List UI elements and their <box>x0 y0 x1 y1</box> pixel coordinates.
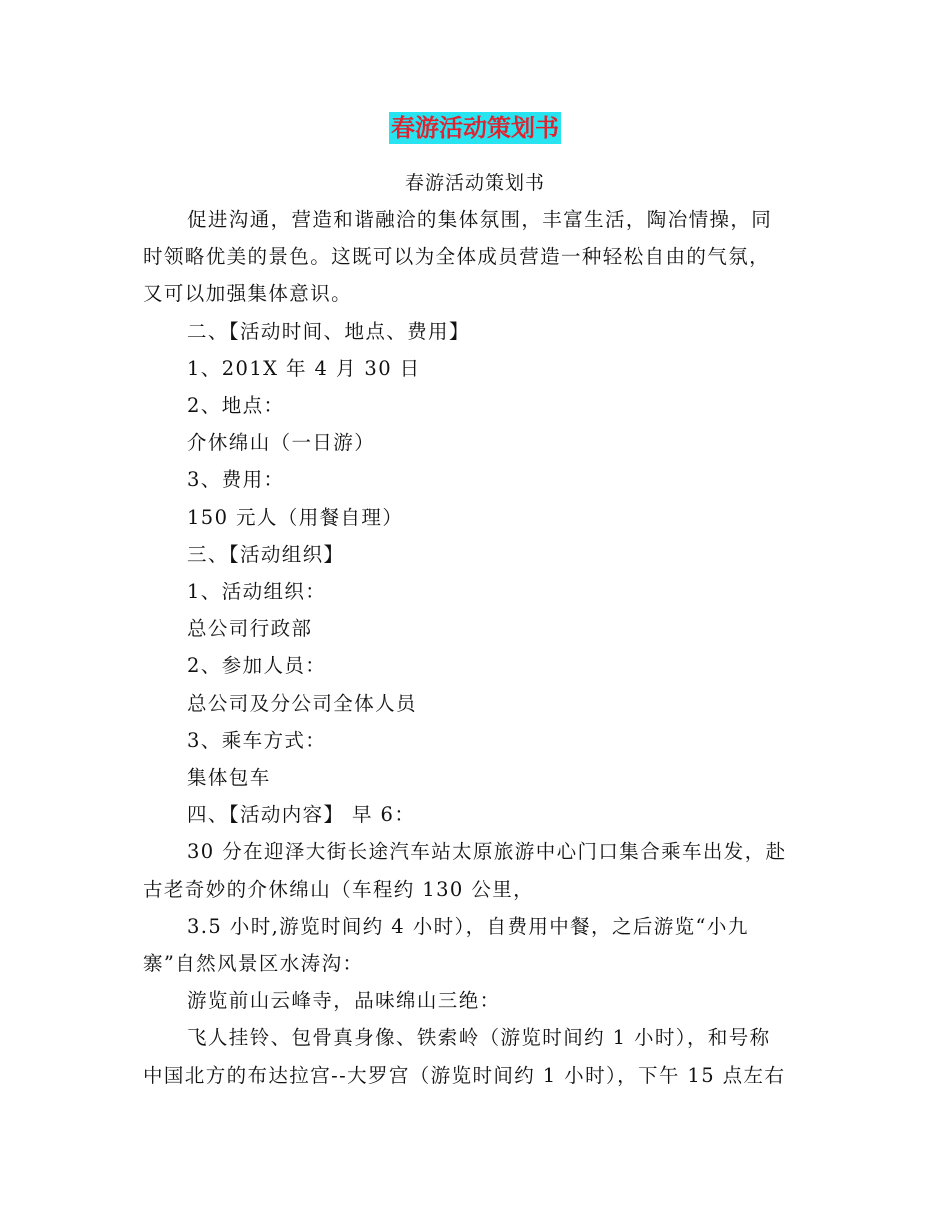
paragraph-line: 2、参加人员： <box>187 654 327 678</box>
paragraph-line: 时领略优美的景色。这既可以为全体成员营造一种轻松自由的气氛， <box>143 245 771 269</box>
paragraph-line: 150 元人（用餐自理） <box>187 505 404 529</box>
paragraph-line: 二、【活动时间、地点、费用】 <box>187 319 470 343</box>
paragraph-line: 总公司及分公司全体人员 <box>187 691 417 715</box>
paragraph-line: 3、费用： <box>187 468 285 492</box>
paragraph-line: 古老奇妙的介休绵山（车程约 130 公里， <box>143 877 535 901</box>
paragraph-line: 1、活动组织： <box>187 580 327 604</box>
paragraph-line: 1、201X 年 4 月 30 日 <box>187 356 421 380</box>
paragraph-line: 游览前山云峰寺，品味绵山三绝： <box>187 989 501 1013</box>
paragraph-line: 3.5 小时,游览时间约 4 小时），自费用中餐，之后游览“小九 <box>187 914 749 938</box>
document-subtitle: 春游活动策划书 <box>404 172 545 194</box>
paragraph-line: 3、乘车方式： <box>187 728 327 752</box>
paragraph-line: 介休绵山（一日游） <box>187 431 376 455</box>
paragraph-line: 促进沟通，营造和谐融洽的集体氛围，丰富生活，陶冶情操，同 <box>187 208 773 231</box>
paragraph-line: 又可以加强集体意识。 <box>143 282 353 306</box>
paragraph-line: 30 分在迎泽大街长途汽车站太原旅游中心门口集合乘车出发，赴 <box>187 840 787 864</box>
paragraph-line: 三、【活动组织】 <box>187 542 345 566</box>
paragraph-line: 四、【活动内容】 早 6： <box>187 803 416 827</box>
paragraph-line: 中国北方的布达拉宫--大罗宫（游览时间约 1 小时），下午 15 点左右 <box>143 1063 786 1087</box>
paragraph-line: 飞人挂铃、包骨真身像、铁索岭（游览时间约 1 小时），和号称 <box>187 1026 771 1050</box>
paragraph-line: 寨”自然风景区水涛沟： <box>143 952 364 976</box>
paragraph-line: 2、地点： <box>187 394 285 418</box>
title-container <box>0 112 950 144</box>
paragraph-line: 集体包车 <box>187 766 271 790</box>
document-title: 春游活动策划书 <box>391 113 559 142</box>
document-body <box>143 201 803 1094</box>
paragraph-line: 总公司行政部 <box>187 617 313 641</box>
